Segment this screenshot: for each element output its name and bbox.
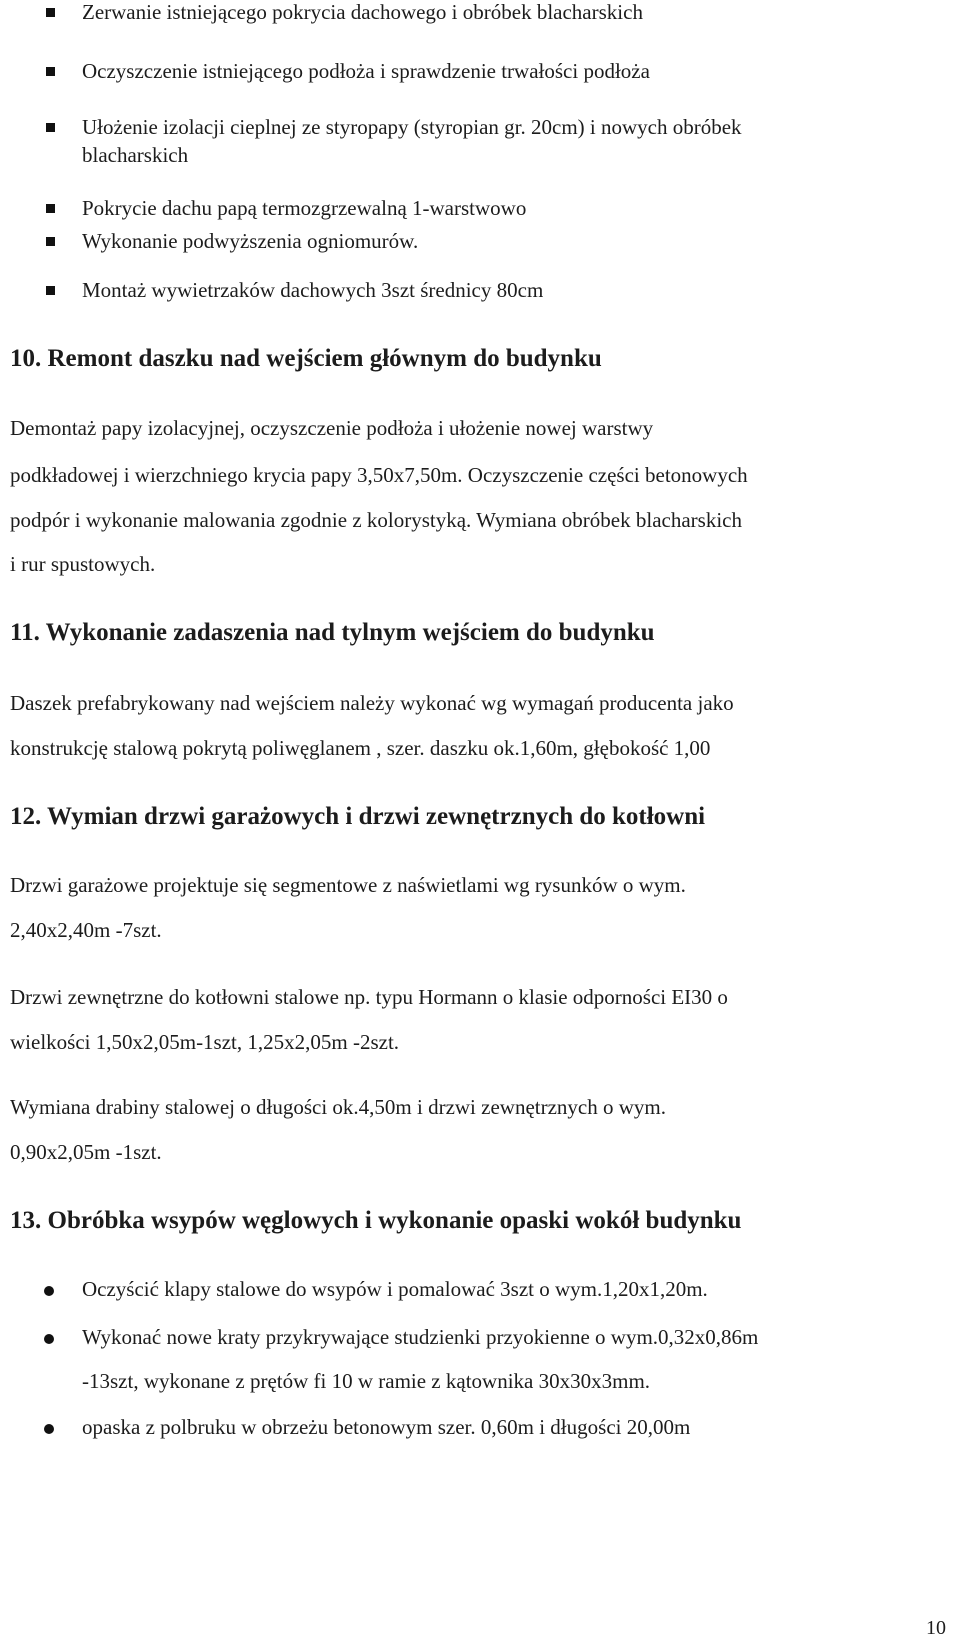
section-13-list-item: Wykonać nowe kraty przykrywające studzienki przyokienne o wym.0,32x0,86m [82,1325,759,1349]
square-bullet-icon [46,67,55,76]
square-bullet-icon [46,286,55,295]
section-10-paragraph-line: podkładowej i wierzchniego krycia papy 3,50x7,50m. Oczyszczenie części betonowych [10,463,748,487]
section-12-paragraph-line: Drzwi zewnętrzne do kotłowni stalowe np. typu Hormann o klasie odporności EI30 o [10,985,728,1009]
list-item-text-continuation: blacharskich [82,143,189,167]
section-12-paragraph-line: wielkości 1,50x2,05m-1szt, 1,25x2,05m -2szt. [10,1030,400,1054]
list-item-text: Wykonanie podwyższenia ogniomurów. [82,229,419,253]
section-11-paragraph-line: konstrukcję stalową pokrytą poliwęglanem , szer. daszku ok.1,60m, głębokość 1,00 [10,736,711,760]
section-13-list-item-continuation: -13szt, wykonane z prętów fi 10 w ramie z kątownika 30x30x3mm. [82,1369,651,1393]
round-bullet-icon [44,1334,54,1344]
section-10-paragraph-line: Demontaż papy izolacyjnej, oczyszczenie podłoża i ułożenie nowej warstwy [10,416,654,440]
section-10-paragraph-line: podpór i wykonanie malowania zgodnie z kolorystyką. Wymiana obróbek blacharskich [10,508,742,532]
round-bullet-icon [44,1424,54,1434]
round-bullet-icon [44,1286,54,1296]
section-12-paragraph-line: Drzwi garażowe projektuje się segmentowe z naświetlami wg rysunków o wym. [10,873,686,897]
section-11-paragraph-line: Daszek prefabrykowany nad wejściem należy wykonać wg wymagań producenta jako [10,691,734,715]
section-13-heading: 13. Obróbka wsypów węglowych i wykonanie opaski wokół budynku [10,1207,742,1234]
section-12-paragraph-line: 0,90x2,05m -1szt. [10,1140,162,1164]
list-item-text: Zerwanie istniejącego pokrycia dachowego i obróbek blacharskich [82,0,643,24]
square-bullet-icon [46,204,55,213]
section-10-heading: 10. Remont daszku nad wejściem głównym do budynku [10,345,602,372]
list-item-text: Pokrycie dachu papą termozgrzewalną 1-warstwowo [82,196,527,220]
section-13-list-item: Oczyścić klapy stalowe do wsypów i pomalować 3szt o wym.1,20x1,20m. [82,1277,708,1301]
section-10-paragraph-line: i rur spustowych. [10,552,156,576]
section-12-paragraph-line: 2,40x2,40m -7szt. [10,918,162,942]
section-12-paragraph-line: Wymiana drabiny stalowej o długości ok.4,50m i drzwi zewnętrznych o wym. [10,1095,666,1119]
list-item-text: Montaż wywietrzaków dachowych 3szt średnicy 80cm [82,278,544,302]
section-12-heading: 12. Wymian drzwi garażowych i drzwi zewnętrznych do kotłowni [10,803,706,830]
page-number: 10 [926,1617,946,1639]
square-bullet-icon [46,237,55,246]
list-item-text: Oczyszczenie istniejącego podłoża i sprawdzenie trwałości podłoża [82,59,650,83]
section-13-list-item: opaska z polbruku w obrzeżu betonowym szer. 0,60m i długości 20,00m [82,1415,691,1439]
square-bullet-icon [46,123,55,132]
list-item-text: Ułożenie izolacji cieplnej ze styropapy (styropian gr. 20cm) i nowych obróbek [82,115,742,139]
section-11-heading: 11. Wykonanie zadaszenia nad tylnym wejściem do budynku [10,619,655,646]
square-bullet-icon [46,8,55,17]
